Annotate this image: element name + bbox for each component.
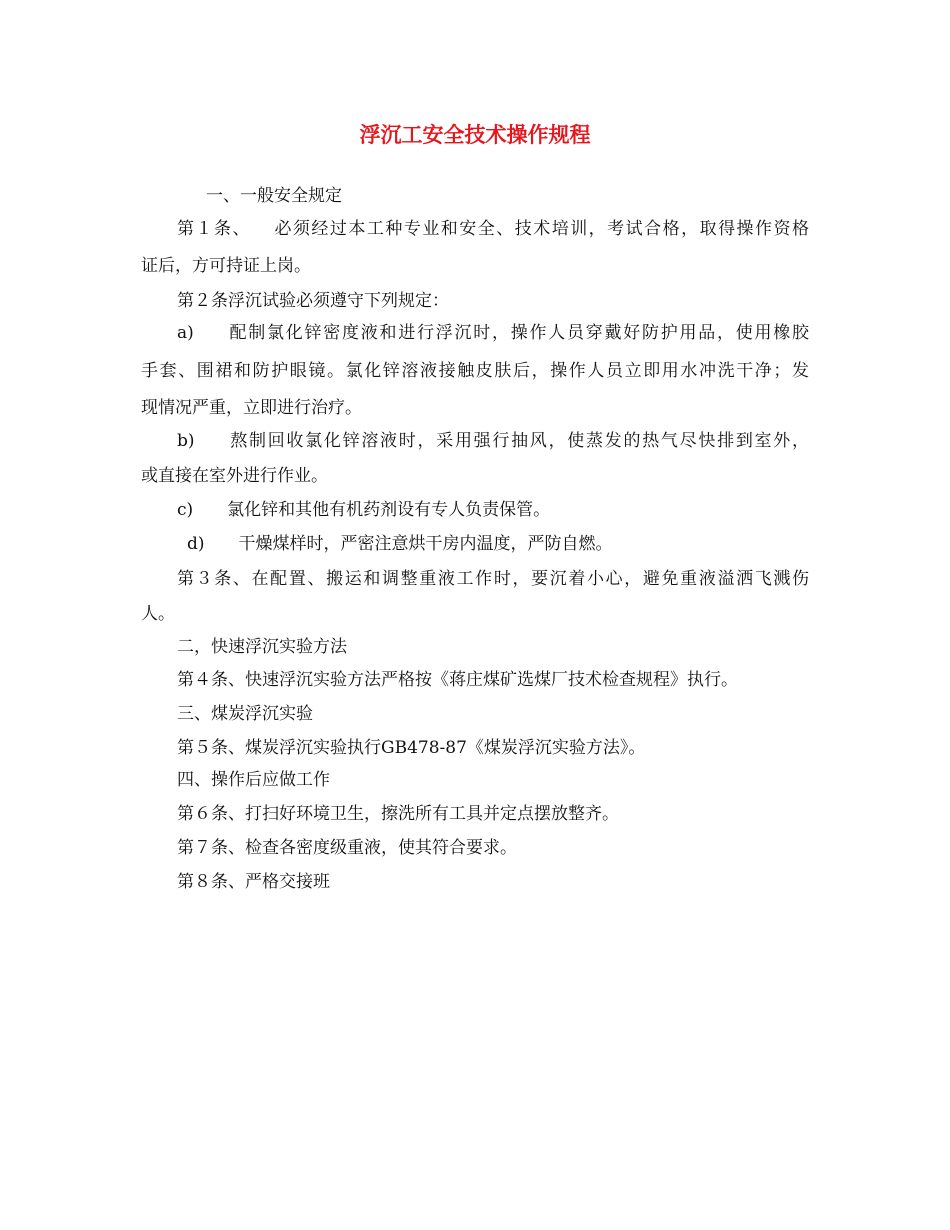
document-title: 浮沉工安全技术操作规程 bbox=[359, 123, 591, 147]
item-d bbox=[187, 531, 613, 557]
article-4: 第４条、快速浮沉实验方法严格按《蒋庄煤矿选煤厂技术检查规程》执行。 bbox=[177, 670, 738, 690]
item-b-line-1 bbox=[177, 428, 809, 454]
item-a-line-2: 手套、围裙和防护眼镜。氯化锌溶液接触皮肤后，操作人员立即用水冲洗干净；发 bbox=[141, 361, 809, 381]
item-b-label: b) bbox=[177, 431, 195, 451]
article-3-line-2: 人。 bbox=[141, 604, 175, 624]
article-8: 第８条、严格交接班 bbox=[177, 872, 330, 892]
section-heading-4: 四、操作后应做工作 bbox=[177, 770, 330, 790]
item-a-text: 配制氯化锌密度液和进行浮沉时，操作人员穿戴好防护用品，使用橡胶 bbox=[227, 323, 809, 343]
item-d-label: d) bbox=[187, 534, 205, 554]
article-5: 第５条、煤炭浮沉实验执行GB478-87《煤炭浮沉实验方法》。 bbox=[177, 738, 646, 758]
item-b-text: 熬制回收氯化锌溶液时，采用强行抽风，使蒸发的热气尽快排到室外， bbox=[228, 431, 809, 451]
item-c bbox=[177, 497, 550, 523]
section-heading-3: 三、煤炭浮沉实验 bbox=[177, 704, 313, 724]
article-6: 第６条、打扫好环境卫生，擦洗所有工具并定点摆放整齐。 bbox=[177, 804, 619, 824]
item-c-text: 氯化锌和其他有机药剂设有专人负责保管。 bbox=[227, 500, 551, 520]
article-1-line-1 bbox=[177, 216, 809, 242]
item-c-label: c) bbox=[177, 500, 194, 520]
item-a-label: a) bbox=[177, 323, 194, 343]
article-1-line-2: 证后，方可持证上岗。 bbox=[141, 256, 311, 276]
item-a-line-3: 现情况严重，立即进行治疗。 bbox=[141, 398, 362, 418]
article-3-line-1: 第３条、在配置、搬运和调整重液工作时，要沉着小心，避免重液溢洒飞溅伤 bbox=[177, 569, 809, 589]
article-7: 第７条、检查各密度级重液，使其符合要求。 bbox=[177, 838, 517, 858]
item-b-line-2: 或直接在室外进行作业。 bbox=[141, 466, 328, 486]
article-2: 第２条浮沉试验必须遵守下列规定： bbox=[177, 291, 449, 311]
article-1-text: 必须经过本工种专业和安全、技术培训，考试合格，取得操作资格 bbox=[272, 219, 810, 239]
section-heading-1: 一、一般安全规定 bbox=[206, 186, 342, 206]
item-d-text: 干燥煤样时，严密注意烘干房内温度，严防自燃。 bbox=[238, 534, 613, 554]
item-a-line-1 bbox=[177, 320, 809, 346]
article-1-label: 第１条、 bbox=[177, 219, 251, 239]
section-heading-2: 二，快速浮沉实验方法 bbox=[177, 637, 347, 657]
